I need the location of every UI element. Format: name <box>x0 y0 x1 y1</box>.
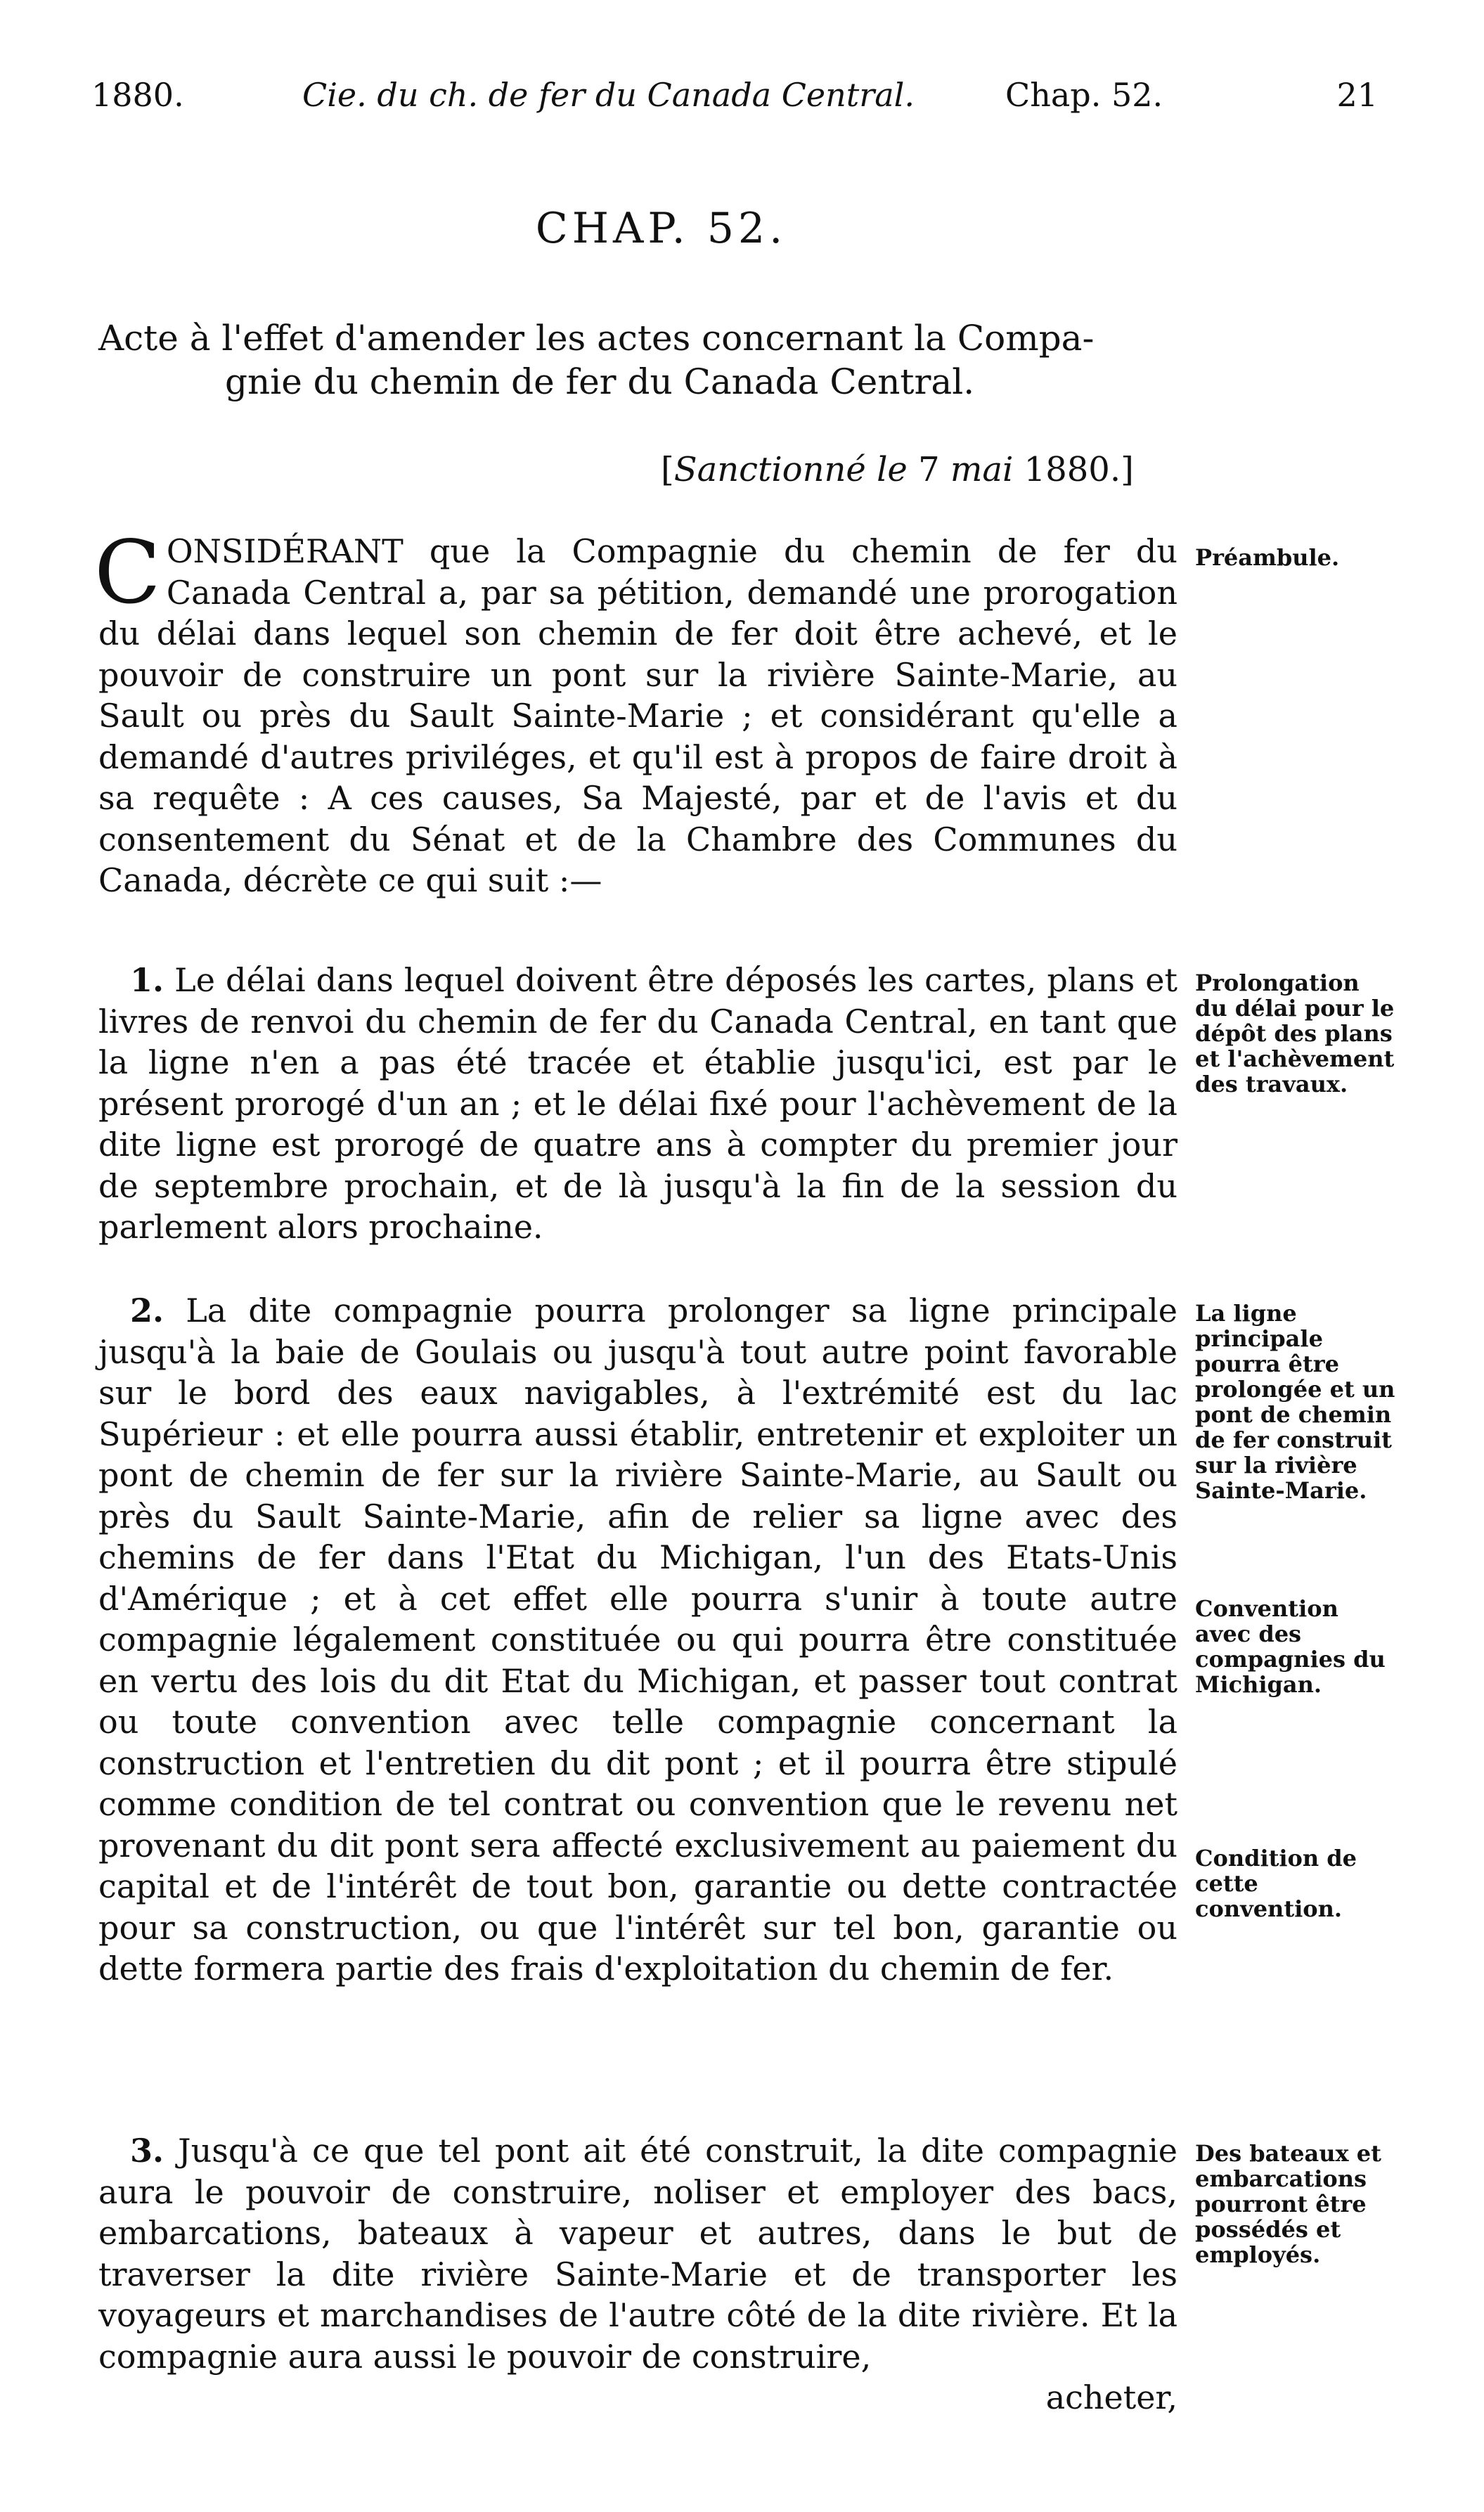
section-number: 3. <box>130 2132 164 2170</box>
section-text: Jusqu'à ce que tel pont ait été construit, la dite compagnie aura le pouvoir de construire, noliser et employer des bacs, embarcations, bateaux à vapeur et autres, dans le but de traverser la dite rivière Sainte-Marie et de transporter les voyageurs et marchandises de l'autre côté de la dite rivière. Et la compagnie aura aussi le pouvoir de construire, <box>98 2132 1178 2376</box>
drop-cap: C <box>94 522 161 624</box>
margin-note-convention: Convention avec des compagnies du Michigan. <box>1195 1595 1386 1698</box>
sanction-day: 7 <box>918 450 940 489</box>
sanction-label: Sanctionné le <box>673 450 908 489</box>
catchword: acheter, <box>1045 2378 1177 2416</box>
sanction-date <box>661 450 1134 489</box>
margin-note-prolongation: Prolongation du délai pour le dépôt des plans et l'achèvement des travaux. <box>1195 970 1395 1097</box>
preamble-text: ONSIDÉRANT que la Compagnie du chemin de fer du Canada Central a, par sa pétition, demandé une prorogation du délai dans lequel son chemin de fer doit être achevé, et le pouvoir de construire un pont sur la rivière Sainte-Marie, au Sault ou près du Sault Sainte-Marie ; et considérant qu'elle a demandé d'autres priviléges, et qu'il est à propos de faire droit à sa requête : A ces causes, Sa Majesté, par et de l'avis et du consentement du Sénat et de la Chambre des Communes du Canada, décrète ce qui suit :— <box>98 532 1177 899</box>
section-number: 1. <box>130 961 164 999</box>
sanction-open: [ <box>661 450 674 489</box>
act-title-line2: gnie du chemin de fer du Canada Central. <box>225 361 975 402</box>
section-3 <box>98 2130 1177 2418</box>
header-chapter: Chap. 52. <box>1005 76 1163 114</box>
section-2 <box>98 1290 1177 1990</box>
preamble-paragraph <box>94 522 1177 901</box>
section-text: Le délai dans lequel doivent être déposés les cartes, plans et livres de renvoi du chemin de fer du Canada Central, en tant que la ligne n'en a pas été tracée et établie jusqu'ici, est par le présent prorogé d'un an ; et le délai fixé pour l'achèvement de la dite ligne est prorogé de quatre ans à compter du premier jour de septembre prochain, et de là jusqu'à la fin de la session du parlement alors prochaine. <box>98 961 1177 1246</box>
section-1 <box>98 960 1177 1248</box>
act-title <box>98 316 1195 404</box>
chapter-heading-text: CHAP. 52. <box>535 204 787 253</box>
page-number: 21 <box>1336 76 1378 114</box>
header-year: 1880. <box>91 76 184 114</box>
section-number: 2. <box>130 1292 164 1329</box>
sanction-month: mai <box>950 450 1014 489</box>
header-title: Cie. du ch. de fer du Canada Central. <box>302 76 915 114</box>
chapter-heading <box>0 204 1484 253</box>
margin-note-ligne: La ligne principale pourra être prolongée et un pont de chemin de fer construit sur la rivière Sainte-Marie. <box>1195 1300 1395 1504</box>
margin-note-preamble: Préambule. <box>1195 544 1340 571</box>
section-text: La dite compagnie pourra prolonger sa ligne principale jusqu'à la baie de Goulais ou jusqu'à tout autre point favorable sur le bord des eaux navigables, à l'extrémité est du lac Supérieur : et elle pourra aussi établir, entretenir et exploiter un pont de chemin de fer sur la rivière Sainte-Marie, au Sault ou près du Sault Sainte-Marie, afin de relier sa ligne avec des chemins de fer dans l'Etat du Michigan, l'un des Etats-Unis d'Amérique ; et à cet effet elle pourra s'unir à toute autre compagnie légalement constituée ou qui pourra être constituée en vertu des lois du dit Etat du Michigan, et passer tout contrat ou toute convention avec telle compagnie concernant la construction et l'entretien du dit pont ; et il pourra être stipulé comme condition de tel contrat ou convention que le revenu net provenant du dit pont sera affecté exclusivement au paiement du capital et de l'intérêt de tout bon, garantie ou dette contractée pour sa construction, ou que l'intérêt sur tel bon, garantie ou dette formera partie des frais d'exploitation du chemin de fer. <box>98 1292 1177 1988</box>
act-title-line1: Acte à l'effet d'amender les actes concernant la Compa- <box>98 318 1095 359</box>
margin-note-bateaux: Des bateaux et embarcations pourront être possédés et employés. <box>1195 2140 1381 2268</box>
sanction-year: 1880.] <box>1024 450 1134 489</box>
running-header <box>91 76 1378 118</box>
margin-note-condition: Condition de cette convention. <box>1195 1845 1357 1922</box>
